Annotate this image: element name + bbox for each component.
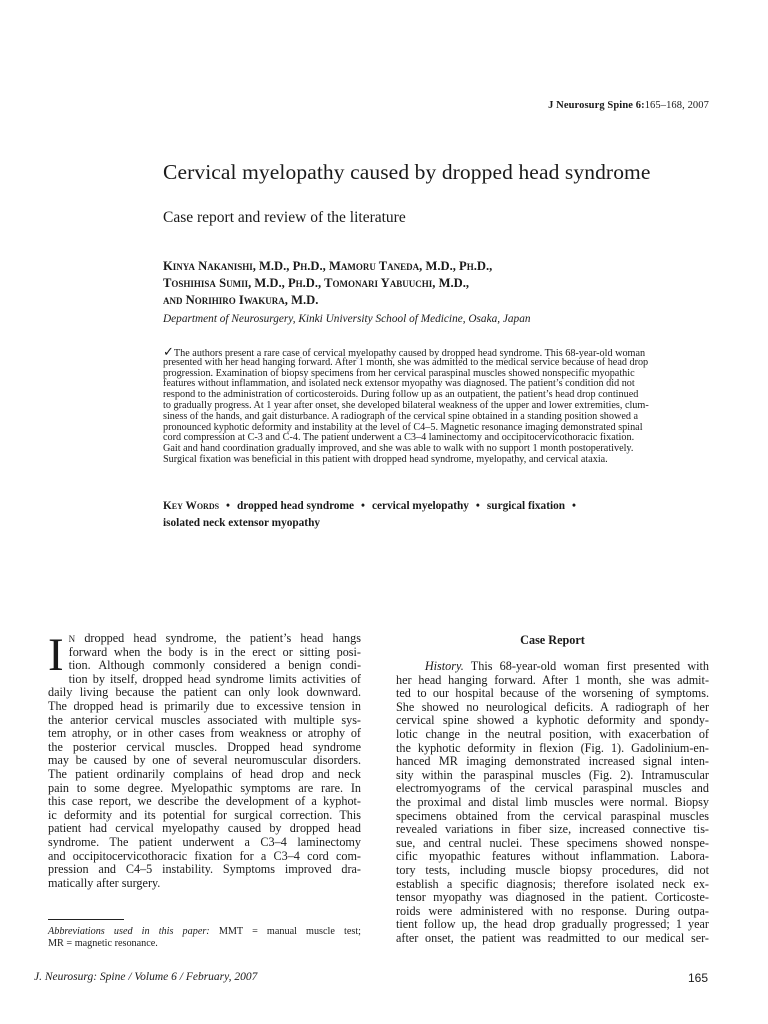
body-line: her head hanging forward. After 1 month, she was admit- [396, 672, 709, 687]
abstract-line-text: The authors present a rare case of cervical myelopathy caused by dropped head syndrome. This 68-year-old woman [173, 348, 646, 359]
body-line: and occipitocervicothoracic fixation for a C3–4 cord com- [48, 848, 361, 863]
body-line: the proximal and distal limb muscles were normal. Biopsy [396, 794, 709, 809]
bullet-separator: • [572, 500, 576, 512]
key-word: dropped head syndrome [237, 500, 354, 512]
key-words-line [163, 515, 708, 532]
body-line: this case report, we describe the development of a kyphot- [48, 794, 361, 809]
body-line: The patient ordinarily complains of head drop and neck [48, 766, 361, 781]
footer-journal: J. Neurosurg: Spine / Volume 6 / February, 2007 [34, 971, 258, 983]
body-line-text: dropped head syndrome, the patient’s head hangs [75, 631, 361, 645]
body-line: after onset, the patient was readmitted to our medical ser- [396, 930, 709, 945]
body-line: specimens obtained from the cervical paraspinal muscles [396, 808, 709, 823]
drop-cap: I [48, 629, 64, 681]
body-line: ic deformity and its potential for surgical correction. This [48, 807, 361, 822]
abstract-line: respond to the administration of corticosteroids. During follow up as an outpatient, the patient’s head drop continued [163, 389, 639, 401]
bullet-separator: • [226, 500, 231, 512]
bullet-separator: • [361, 500, 365, 512]
abstract-line: Gait and hand coordination gradually improved, and she was able to walk with no support 1 month postoperatively. [163, 443, 634, 455]
footnote [48, 926, 361, 950]
key-words [163, 498, 708, 532]
bullet-separator: • [475, 500, 480, 512]
body-line: electromyograms of the cervical paraspinal muscles and [396, 781, 709, 796]
abstract-line: Surgical fixation was beneficial in this patient with dropped head syndrome, myelopathy, and cervical ataxia. [163, 453, 608, 465]
body-line: patient had cervical myelopathy caused by dropped head [48, 821, 361, 836]
checkmark-icon: ✓ [163, 344, 174, 359]
abstract-line: features without inflammation, and isolated neck extensor myopathy was diagnosed. The patient’s condition did not [163, 378, 635, 390]
section-heading: Case Report [520, 633, 585, 647]
introduction-column [48, 629, 361, 890]
body-line: establish a specific diagnosis; therefore isolated neck ex- [396, 876, 709, 891]
abstract-line: siness of the hands, and gait disturbance. A radiograph of the cervical spine obtained in a standing position showed a [163, 410, 639, 422]
author-list [163, 258, 723, 309]
body-line-text: This 68-year-old woman first presented with [463, 659, 709, 673]
body-line: lotic change in the neutral position, with exacerbation of [396, 726, 709, 741]
key-word: isolated neck extensor myopathy [163, 517, 321, 529]
footnote-text: MMT = manual muscle test; [209, 926, 361, 937]
body-line: tion by itself, dropped head syndrome limits activities of [68, 671, 361, 686]
article-subtitle: Case report and review of the literature [163, 209, 406, 226]
affiliation: Department of Neurosurgery, Kinki University School of Medicine, Osaka, Japan [163, 313, 531, 325]
page-number: 165 [687, 971, 708, 985]
body-line: the posterior cervical muscles. Dropped head syndrome [48, 739, 361, 754]
history-label: History. [424, 659, 464, 673]
body-line: hanced MR imaging demonstrated increased signal inten- [396, 754, 709, 769]
footnote-line: MR = magnetic resonance. [48, 938, 158, 949]
author-line: Kinya Nakanishi, M.D., Ph.D., Mamoru Taneda, M.D., Ph.D., [163, 259, 493, 273]
body-line: the anterior cervical muscles associated with multiple sys- [48, 712, 361, 727]
body-line: She showed no neurological deficits. A radiograph of her [396, 699, 709, 714]
body-line: daily living because the patient can only look downward. [48, 685, 361, 700]
body-line [48, 632, 361, 646]
body-line [396, 660, 709, 674]
body-line: cervical spine showed a kyphotic deformity and spondy- [396, 713, 709, 728]
abstract-line: presented with her head hanging forward. After 1 month, she was admitted to the medical service because of head drop [163, 356, 649, 368]
body-line: tem atrophy, or in other cases from weakness or atrophy of [48, 726, 361, 741]
key-words-line [163, 498, 708, 515]
key-word: surgical fixation [486, 500, 566, 512]
first-word-small-caps: n [68, 631, 76, 645]
author-line: and Norihiro Iwakura, M.D. [163, 293, 319, 307]
abstract-line: to gradually progress. At 1 year after onset, she developed bilateral weakness of the upper and lower extremities, clum- [163, 399, 649, 411]
body-line: tensor myopathy was diagnosed in the patient. Corticoste- [396, 890, 709, 905]
body-line: may be caused by one of several neuromuscular disorders. [48, 753, 361, 768]
abstract-line: progression. Examination of biopsy specimens from her cervical paraspinal muscles showed nonspecific myopathic [163, 367, 635, 379]
body-line: syndrome. The patient underwent a C3–4 laminectomy [48, 834, 361, 849]
footnote-line [48, 926, 361, 938]
key-word: cervical myelopathy [371, 500, 469, 512]
body-line: sue, and central nuclei. These specimens showed nonspe- [396, 835, 709, 850]
key-words-label: Key Words [163, 500, 220, 512]
journal-reference-bold: J Neurosurg Spine 6: [548, 100, 645, 111]
journal-reference-pages: 165–168, 2007 [644, 100, 709, 111]
body-line: cific myopathic features without inflammation. Labora- [396, 849, 709, 864]
article-title: Cervical myelopathy caused by dropped head syndrome [163, 160, 651, 184]
abstract-line: pronounced kyphotic deformity and instability at the level of C4–5. Magnetic resonance imaging demonstrated spinal [163, 421, 643, 433]
body-line: pain to some degree. Myelopathic symptoms are rare. In [48, 780, 361, 795]
body-line: tion. Although commonly considered a benign condi- [68, 658, 361, 673]
case-report-column [396, 632, 709, 945]
body-line: roids were administered with no response. During outpa- [396, 903, 709, 918]
abstract-line: cord compression at C-3 and C-4. The patient underwent a C3–4 laminectomy and occipitocervicothoracic fixation. [163, 432, 635, 444]
footnote-label: Abbreviations used in this paper: [48, 926, 210, 937]
body-line: tient follow up, the head drop gradually progressed; 1 year [396, 917, 709, 932]
body-line: sity within the paraspinal muscles (Fig. 2). Intramuscular [396, 767, 709, 782]
body-line: pression and C4–5 instability. Symptoms improved dra- [48, 862, 361, 877]
journal-reference [548, 100, 709, 111]
body-line: revealed variations in fiber size, increased connective tis- [396, 822, 709, 837]
body-line: matically after surgery. [48, 875, 161, 890]
body-line: tory tests, including muscle biopsy procedures, did not [396, 862, 709, 877]
body-line: The dropped head is primarily due to excessive tension in [48, 698, 361, 713]
author-line: Toshihisa Sumii, M.D., Ph.D., Tomonari Yabuuchi, M.D., [163, 276, 469, 290]
body-line: the kyphotic deformity in flexion (Fig. 1). Gadolinium-en- [396, 740, 709, 755]
body-line: ted to our hospital because of the worsening of symptoms. [396, 686, 709, 701]
body-line: forward when the body is in the erect or sitting posi- [68, 644, 361, 659]
abstract [163, 344, 710, 466]
footnote-rule [48, 919, 124, 920]
